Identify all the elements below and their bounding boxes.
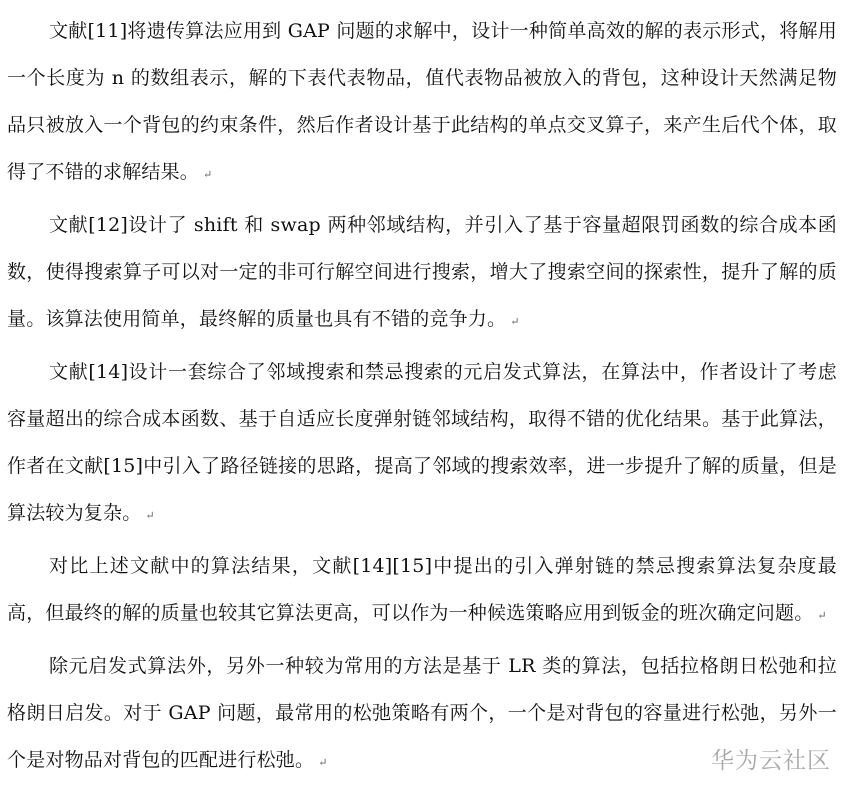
paragraph-1-text: 文献[11]将遗传算法应用到 GAP 问题的求解中，设计一种简单高效的解的表示形式，将解用一个长度为 n 的数组表示，解的下表代表物品，值代表物品被放入的背包，这种设计天然满足物品只被放入一个背包的约束条件，然后作者设计基于此结构的单点交叉算子，来产生后代个体，取得了不错的求解结果。: [7, 20, 837, 183]
paragraph-mark-icon: ↵: [145, 509, 155, 522]
paragraph-mark-icon: ↵: [318, 756, 328, 769]
watermark: 华为云社区: [711, 748, 831, 774]
paragraph-2-text: 文献[12]设计了 shift 和 swap 两种邻域结构，并引入了基于容量超限罚函数的综合成本函数，使得搜索算子可以对一定的非可行解空间进行搜索，增大了搜索空间的探索性，提升了解的质量。该算法使用简单，最终解的质量也具有不错的竞争力。: [7, 214, 837, 330]
paragraph-4: [7, 543, 837, 639]
paragraph-3-text: 文献[14]设计一套综合了邻域搜索和禁忌搜索的元启发式算法，在算法中，作者设计了考虑容量超出的综合成本函数、基于自适应长度弹射链邻域结构，取得不错的优化结果。基于此算法，作者在文献[15]中引入了路径链接的思路，提高了邻域的搜索效率，进一步提升了解的质量，但是算法较为复杂。: [7, 361, 837, 524]
paragraph-3: [7, 349, 837, 539]
paragraph-4-text: 对比上述文献中的算法结果，文献[14][15]中提出的引入弹射链的禁忌搜索算法复杂度最高，但最终的解的质量也较其它算法更高，可以作为一种候选策略应用到钣金的班次确定问题。: [7, 555, 837, 624]
paragraph-2: [7, 202, 837, 345]
paragraph-mark-icon: ↵: [817, 609, 827, 622]
paragraph-5-text: 除元启发式算法外，另外一种较为常用的方法是基于 LR 类的算法，包括拉格朗日松弛和拉格朗日启发。对于 GAP 问题，最常用的松弛策略有两个，一个是对背包的容量进行松弛，另外一个是对物品对背包的匹配进行松弛。: [7, 655, 837, 771]
paragraph-mark-icon: ↵: [203, 168, 213, 181]
paragraph-1: [7, 8, 837, 198]
paragraph-mark-icon: ↵: [510, 315, 520, 328]
